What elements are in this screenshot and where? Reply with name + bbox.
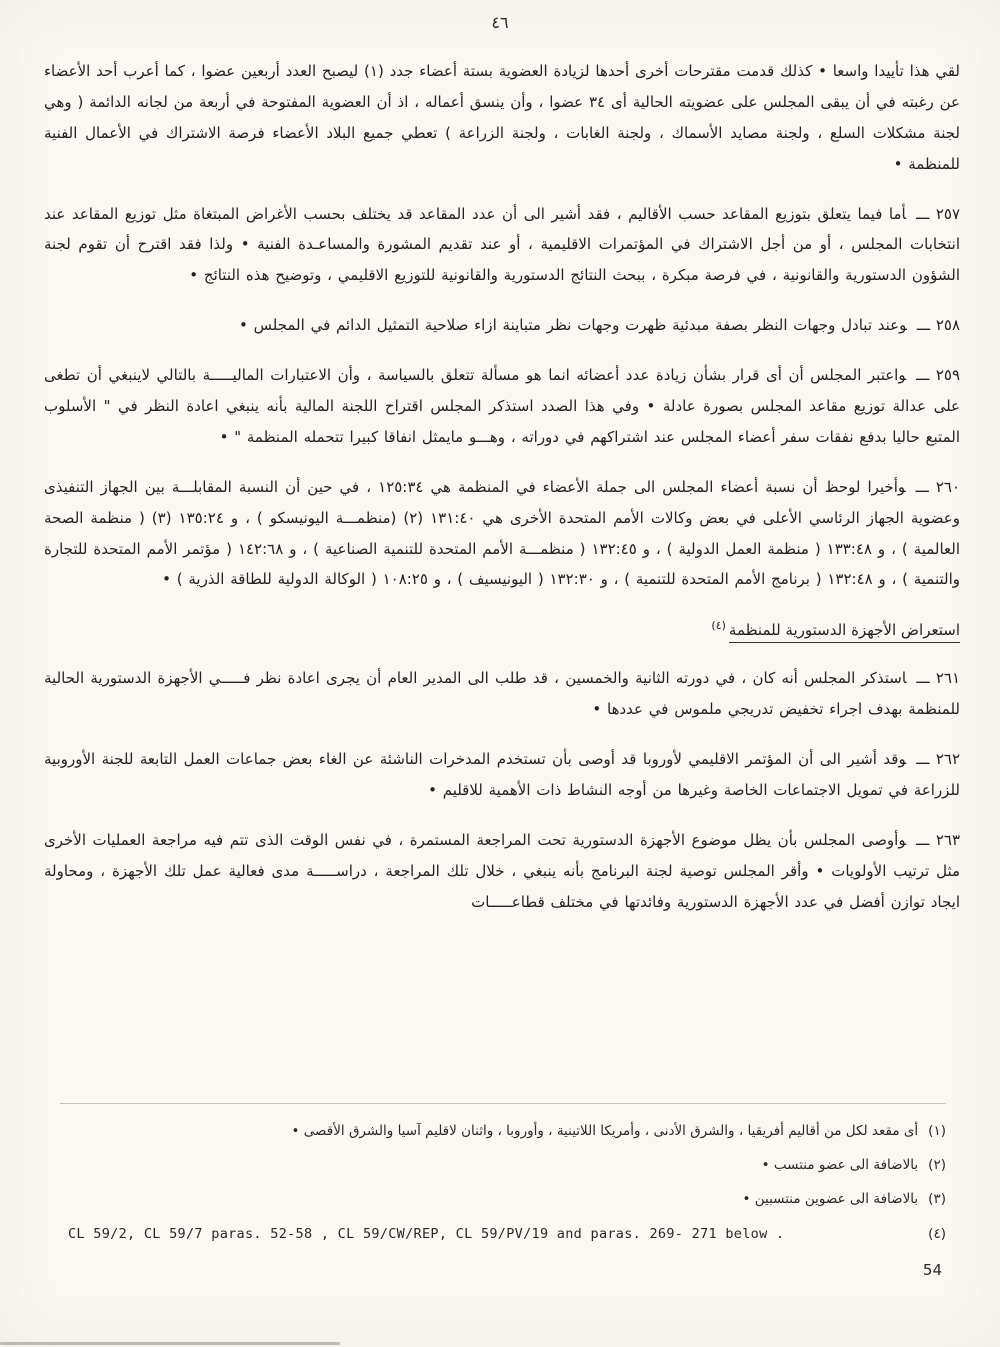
paragraph-258 (44, 310, 960, 341)
page-header (0, 0, 1000, 32)
paragraph-text: أما فيما يتعلق بتوزيع المقاعد حسب الأقاليم ، فقد أشير الى أن عدد المقاعد قد يختلف بحسب الأغراض المبتغاة مثل توزيع المقاعد عند انتخابات المجلس ، أو من أجل الاشتراك في المؤتمرات الاقليمية ، أو عند تقديم المشورة والمساعـدة الفنية • ولذا فقد اقترح أن تقوم لجنة الشؤون الدستورية والقانونية ، في فرصة مبكرة ، ببحث النتائج الدستورية والقانونية للتوزيع الاقليمي ، وتوضيح هذه النتائج • (44, 204, 960, 285)
footnote-text: بالاضافة الى عضو منتسب • (761, 1157, 919, 1174)
footnote-text: CL 59/2, CL 59/7 paras. 52-58 , CL 59/CW/REP, CL 59/PV/19 and paras. 269- 271 below . (68, 1225, 785, 1242)
paragraph-259 (44, 360, 960, 453)
paragraph-text: لقي هذا تأييدا واسعا • كذلك قدمت مقترحات أخرى أحدها لزيادة العضوية بستة أعضاء جدد (١) ليصبح العدد أربعين عضوا ، كما أعرب أحد الأعضاء عن رغبته في أن يبقى المجلس على عضويته الحالية أى ٣٤ عضوا ، وأن ينسق أعماله ، اذ أن العضوية المفتوحة في أربعة من لجانه الدائمة ( وهي لجنة مشكلات السلع ، ولجنة مصايد الأسماك ، ولجنة الغابات ، ولجنة الزراعة ) تعطي جميع البلاد الأعضاء فرصة الاشتراك في الأعمال الفنية للمنظمة • (44, 62, 961, 173)
paragraph-number: ٢٦١ ـــ (916, 669, 961, 688)
footnote-3 (60, 1186, 946, 1212)
footnote-text: أى مقعد لكل من أقاليم أفريقيا ، والشرق الأدنى ، وأمريكا اللاتينية ، وأوروبا ، واثنان لاقليم آسيا والشرق الأقصى • (291, 1122, 919, 1139)
footnote-marker: (٢) (928, 1157, 946, 1174)
paragraph-260 (44, 472, 960, 596)
paragraph-number: ٢٥٨ ـــ (916, 316, 960, 335)
section-heading (44, 619, 960, 639)
footnote-2 (60, 1152, 946, 1178)
footnote-marker: (١) (928, 1122, 946, 1139)
paragraph-text: وأخيرا لوحظ أن نسبة أعضاء المجلس الى جملة الأعضاء في المنظمة هي ١٢٥:٣٤ ، في حين أن النسبة المقابلـــة بين الجهاز التنفيذى وعضوية الجهاز الرئاسي الأعلى في بعض وكالات الأمم المتحدة الأخرى هي ١٣١:٤٠ (٢) (منظمـــة اليونيسكو ) ، و ١٣٥:٢٤ (٣) ( منظمة الصحة العالمية ) ، و ١٣٣:٤٨ ( منظمة العمل الدولية ) ، و ١٣٢:٤٥ ( منظمـــة الأمم المتحدة للتنمية الصناعية ) ، و ١٤٢:٦٨ ( مؤتمر الأمم المتحدة للتجارة والتنمية ) ، و ١٣٢:٤٨ ( برنامج الأمم المتحدة للتنمية ) ، و ١٣٢:٣٠ ( اليونيسيف ) ، و ١٠٨:٢٥ ( الوكالة الدولية للطاقة الذرية ) • (44, 477, 961, 589)
paragraph-continuation (44, 56, 960, 180)
footnote-text: بالاضافة الى عضوين منتسبين • (742, 1191, 919, 1208)
paragraph-text: وأوصى المجلس بأن يظل موضوع الأجهزة الدستورية تحت المراجعة المستمرة ، في نفس الوقت الذى تتم فيه مراجعة العمليات الأخرى مثل ترتيب الأولويات • وأقر المجلس توصية لجنة البرنامج بأنه ينبغي ، خلال تلك المراجعة ، دراســـــة مدى فعالية عمل تلك الأجهزة ، ومحاولة ايجاد توازن أفضل في عدد الأجهزة الدستورية وفائدتها في مختلف قطاعـــــات (44, 830, 960, 911)
scan-artifact (0, 1342, 340, 1345)
paragraph-number: ٢٥٩ ـــ (916, 366, 961, 385)
paragraph-text: واعتبر المجلس أن أى قرار بشأن زيادة عدد أعضائه انما هو مسألة تتعلق بالسياسة ، وأن الاعتبارات الماليـــــة بالتالي لاينبغي أن تطغى على عدالة توزيع مقاعد المجلس بصورة عادلة • وفي هذا الصدد استذكر المجلس اقتراح اللجنة المالية بأنه ينبغي اعادة النظر في " الأسلوب المتبع حاليا بدفع نفقات سفر أعضاء المجلس عند اشتراكهم في دوراته ، وهـــو مايمثل انفاقا كبيرا تتحمله المنظمة " • (44, 366, 960, 446)
footnote-4 (60, 1221, 946, 1247)
paragraph-text: وقد أشير الى أن المؤتمر الاقليمي لأوروبا قد أوصى بأن تستخدم المدخرات الناشئة عن الغاء بعض جماعات العمل التابعة للجنة الأوروبية للزراعة في تمويل الاجتماعات الخاصة وغيرها من أوجه النشاط ذات الأهمية للاقليم • (44, 750, 960, 800)
footnote-separator (60, 1103, 946, 1104)
paragraph-number: ٢٦٢ ـــ (916, 750, 961, 769)
paragraph-261 (44, 663, 960, 725)
footnote-marker: (٤) (928, 1225, 946, 1242)
paragraph-number: ٢٦٠ ـــ (915, 477, 961, 496)
paragraph-text: وعند تبادل وجهات النظر بصفة مبدئية ظهرت وجهات نظر متباينة ازاء صلاحية التمثيل الدائم في المجلس • (239, 316, 907, 335)
footnote-ref-4: (٤) (711, 619, 726, 633)
paragraph-text: استذكر المجلس أنه كان ، في دورته الثانية والخمسين ، قد طلب الى المدير العام أن يجرى اعادة نظر فـــــي الأجهزة الدستورية الحالية للمنظمة بهدف اجراء تخفيض تدريجي ملموس في عددها • (44, 669, 960, 719)
paragraph-262 (44, 744, 960, 806)
document-body (0, 32, 1000, 1093)
footnotes-section (0, 1093, 1000, 1255)
footnote-marker: (٣) (928, 1191, 946, 1208)
page-number-bottom: 54 (922, 1261, 942, 1279)
paragraph-257 (44, 199, 960, 292)
paragraph-number: ٢٥٧ ـــ (916, 204, 961, 223)
page-number-top: ٤٦ (491, 13, 509, 32)
paragraph-number: ٢٦٣ ـــ (916, 830, 960, 849)
page-footer (0, 1255, 1000, 1279)
paragraph-263 (44, 825, 960, 918)
footnote-1 (60, 1118, 946, 1144)
section-heading-text: استعراض الأجهزة الدستورية للمنظمة (729, 621, 960, 643)
